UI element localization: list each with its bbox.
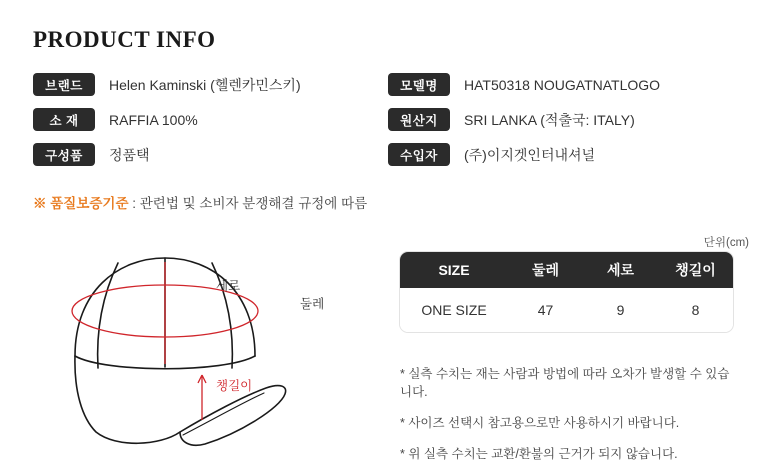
size-table-header-row [400, 252, 733, 288]
info-cell-model [388, 73, 733, 96]
size-table-header-brim: 챙길이 [675, 262, 716, 278]
size-table-header-circumference: 둘레 [531, 262, 560, 278]
info-row [33, 73, 733, 96]
label-tag-components: 구성품 [33, 143, 95, 166]
table-row [400, 288, 733, 332]
diagram-label-circumference: 둘레 [300, 297, 325, 311]
size-notes [400, 364, 740, 475]
label-tag-importer: 수입자 [388, 143, 450, 166]
label-tag-origin: 원산지 [388, 108, 450, 131]
size-table-cell-brim: 8 [691, 302, 700, 318]
value-brand: Helen Kaminski (헬렌카민스키) [109, 76, 301, 93]
value-origin: SRI LANKA (적출국: ITALY) [464, 111, 635, 128]
product-info-grid [33, 73, 733, 178]
diagram-label-brim: 챙길이 [216, 379, 253, 393]
diagram-label-vertical: 세로 [216, 279, 241, 293]
value-importer: (주)이지겟인터내셔널 [464, 146, 596, 163]
warranty-note-prefix: ※ 품질보증기준 [33, 196, 129, 211]
size-note-1: * 실측 수치는 재는 사람과 방법에 따라 오차가 발생할 수 있습니다. [400, 367, 730, 399]
size-note-2: * 사이즈 선택시 참고용으로만 사용하시기 바랍니다. [400, 416, 680, 430]
info-cell-components [33, 143, 388, 166]
info-cell-brand [33, 73, 388, 96]
info-row [33, 108, 733, 131]
size-table-cell-size: ONE SIZE [421, 302, 487, 318]
size-note-3: * 위 실측 수치는 교환/환불의 근거가 되지 않습니다. [400, 447, 678, 461]
size-table-header-vertical: 세로 [606, 262, 635, 278]
value-components: 정품택 [109, 146, 150, 163]
size-table-header-size: SIZE [438, 262, 470, 278]
info-cell-material [33, 108, 388, 131]
hat-diagram-svg [30, 236, 370, 451]
info-cell-importer [388, 143, 733, 166]
size-table-cell-vertical: 9 [616, 302, 625, 318]
label-tag-material: 소 재 [33, 108, 95, 131]
size-table-cell-circumference: 47 [537, 302, 554, 318]
page-title: PRODUCT INFO [33, 27, 216, 52]
label-tag-model: 모델명 [388, 73, 450, 96]
warranty-note [33, 192, 367, 212]
value-material: RAFFIA 100% [109, 111, 198, 128]
size-table [400, 252, 733, 332]
warranty-note-rest: : 관련법 및 소비자 분쟁해결 규정에 따름 [128, 196, 368, 211]
hat-diagram [30, 236, 370, 451]
info-cell-origin [388, 108, 733, 131]
label-tag-brand: 브랜드 [33, 73, 95, 96]
value-model: HAT50318 NOUGATNATLOGO [464, 76, 661, 93]
info-row [33, 143, 733, 166]
unit-label: 단위(cm) [703, 237, 749, 249]
